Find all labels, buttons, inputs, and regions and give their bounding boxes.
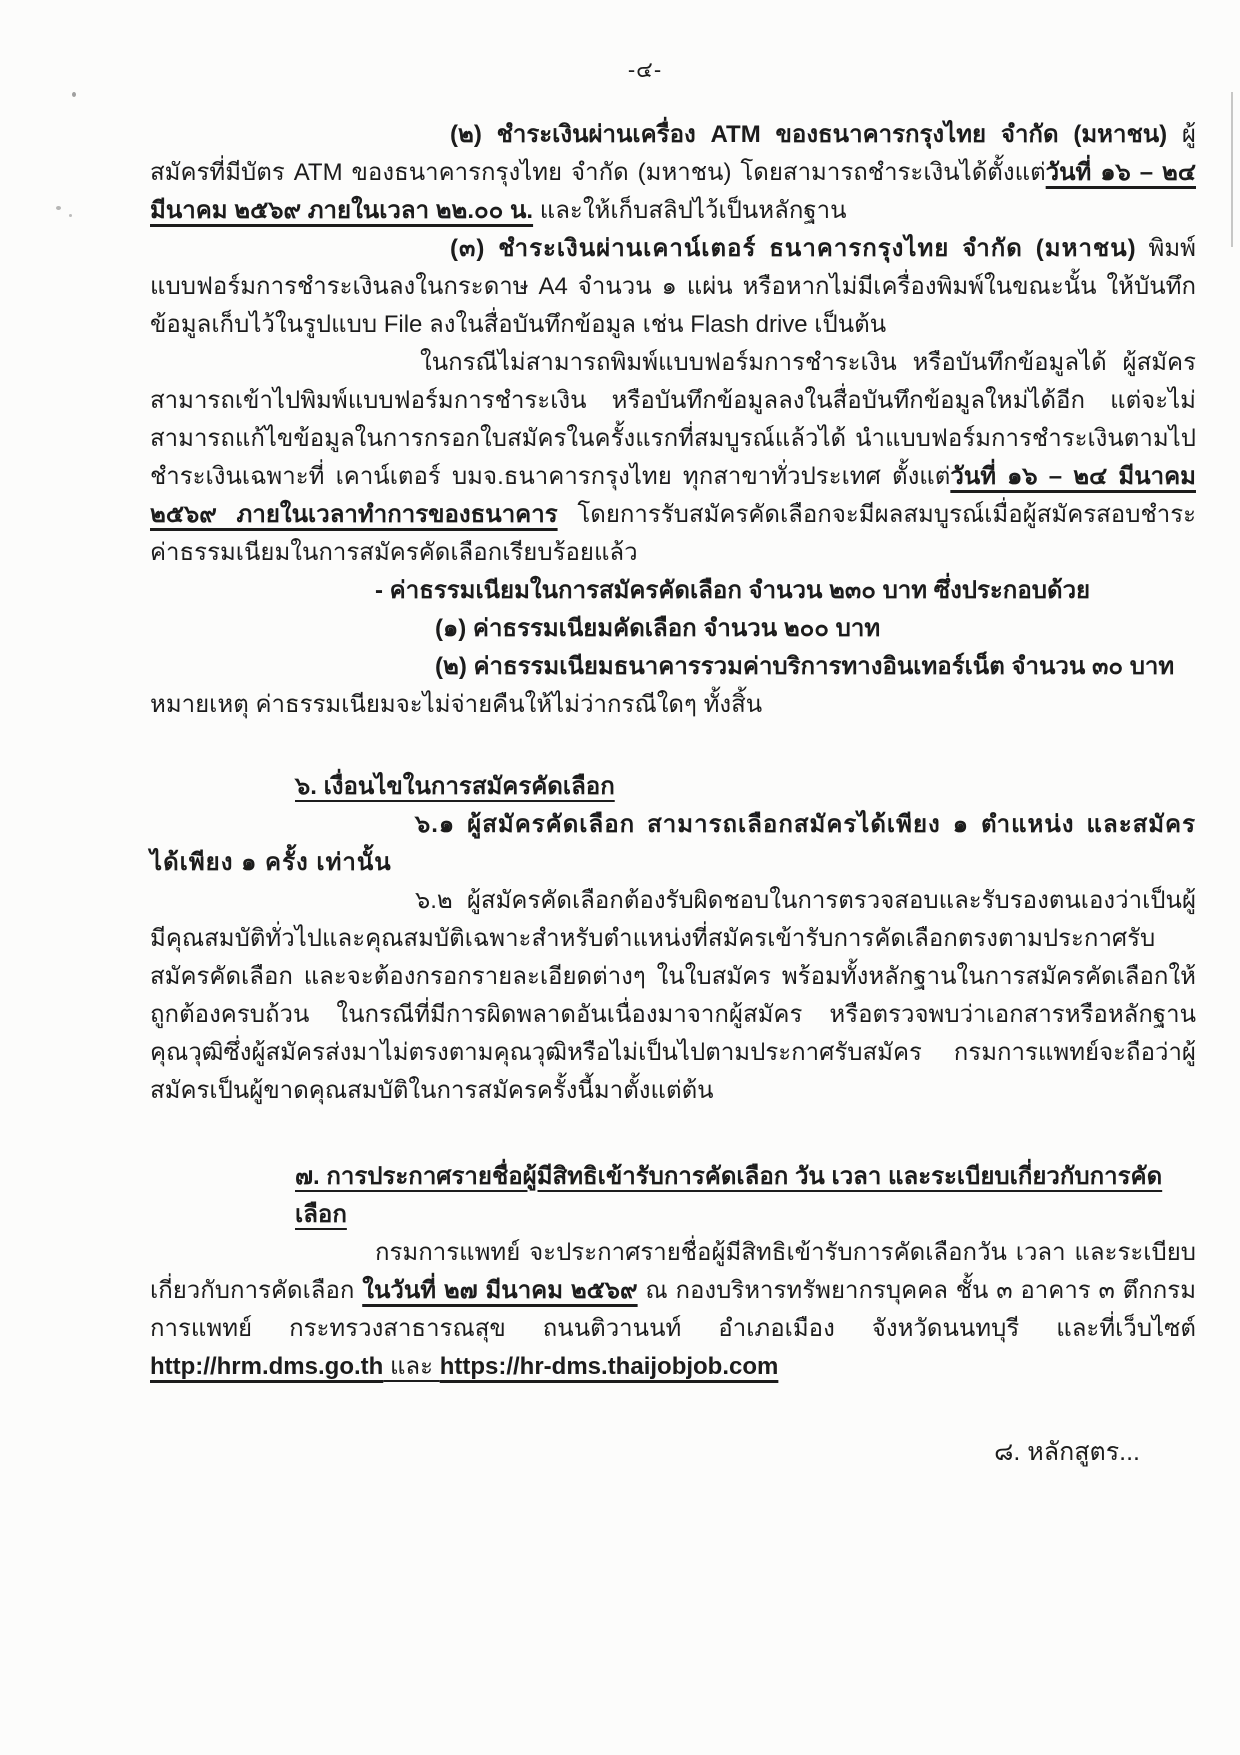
para-counter-payment — [150, 230, 1196, 344]
section-7-title: ๗. การประกาศรายชื่อผู้มีสิทธิเข้ารับการคัดเลือก วัน เวลา และระเบียบเกี่ยวกับการคัดเลือก — [295, 1163, 1163, 1228]
scan-speck — [72, 92, 76, 97]
para-atm-payment — [150, 116, 1196, 230]
para-reprint-note — [150, 344, 1196, 572]
atm-payment-tail: และให้เก็บสลิปไว้เป็นหลักฐาน — [533, 197, 847, 224]
counter-payment-text: พิมพ์แบบฟอร์มการชำระเงินลงในกระดาษ A4 จำนวน ๑ แผ่น หรือหากไม่มีเครื่องพิมพ์ในขณะนั้น ให้บันทึกข้อมูลเก็บไว้ในรูปแบบ File ลงในสื่อบันทึกข้อมูล เช่น Flash drive เป็นต้น — [150, 235, 1196, 338]
document-body — [150, 116, 1196, 1386]
scan-edge-artifact — [1231, 92, 1233, 247]
reprint-note-tail: โดยการรับสมัครคัดเลือกจะมีผลสมบูรณ์เมื่อผู้สมัครสอบชำระค่าธรรมเนียมในการสมัครคัดเลือกเรียบร้อยแล้ว — [150, 501, 1196, 566]
para-announcement — [150, 1234, 1196, 1386]
counter-payment-head: (๓) ชำระเงินผ่านเคาน์เตอร์ ธนาคารกรุงไทย จำกัด (มหาชน) — [450, 235, 1137, 262]
announcement-date: ในวันที่ ๒๗ มีนาคม ๒๕๖๙ — [362, 1277, 638, 1304]
fee-item-1: (๑) ค่าธรรมเนียมคัดเลือก จำนวน ๒๐๐ บาท — [435, 615, 881, 642]
scan-speck — [56, 206, 61, 210]
item-6-2: ๖.๒ ผู้สมัครคัดเลือกต้องรับผิดชอบในการตรวจสอบและรับรองตนเองว่าเป็นผู้มีคุณสมบัติทั่วไปและคุณสมบัติเฉพาะสำหรับตำแหน่งที่สมัครเข้ารับการคัดเลือกตรงตามประกาศรับสมัครคัดเลือก และจะต้องกรอกรายละเอียดต่างๆ ในใบสมัคร พร้อมทั้งหลักฐานในการสมัครคัดเลือกให้ถูกต้องครบถ้วน ในกรณีที่มีการผิดพลาดอันเนื่องมาจากผู้สมัคร หรือตรวจพบว่าเอกสารหรือหลักฐานคุณวุฒิซึ่งผู้สมัครส่งมาไม่ตรงตามคุณวุฒิหรือไม่เป็นไปตามประกาศรับสมัคร กรมการแพทย์จะถือว่าผู้สมัครเป็นผู้ขาดคุณสมบัติในการสมัครครั้งนี้มาตั้งแต่ต้น — [150, 887, 1196, 1104]
announcement-lead: กรมการแพทย์ จะประกาศรายชื่อผู้มีสิทธิเข้ารับการคัดเลือกวัน เวลา และระเบียบเกี่ยวกับการคัดเลือก — [150, 1239, 1196, 1304]
atm-payment-deadline: วันที่ ๑๖ – ๒๔ มีนาคม ๒๕๖๙ ภายในเวลา ๒๒.๐๐ น. — [150, 159, 1196, 224]
fee-item-2: (๒) ค่าธรรมเนียมธนาคารรวมค่าบริการทางอินเทอร์เน็ต จำนวน ๓๐ บาท — [435, 653, 1175, 680]
page-number: -๔- — [627, 57, 663, 82]
section-6-title: ๖. เงื่อนไขในการสมัครคัดเลือก — [295, 773, 615, 800]
scan-speck — [69, 214, 72, 217]
atm-payment-head: (๒) ชำระเงินผ่านเครื่อง ATM ของธนาคารกรุงไทย จำกัด (มหาชน) — [450, 121, 1168, 148]
fee-summary-line: - ค่าธรรมเนียมในการสมัครคัดเลือก จำนวน ๒๓๐ บาท ซึ่งประกอบด้วย — [375, 577, 1091, 604]
atm-payment-text: ผู้สมัครที่มีบัตร ATM ของธนาคารกรุงไทย จำกัด (มหาชน) โดยสามารถชำระเงินได้ตั้งแต่ — [150, 121, 1196, 186]
fee-note: หมายเหตุ ค่าธรรมเนียมจะไม่จ่ายคืนให้ไม่ว่ากรณีใดๆ ทั้งสิ้น — [150, 691, 763, 718]
website-url-hrm-dms: http://hrm.dms.go.th — [150, 1353, 384, 1380]
item-6-1: ๖.๑ ผู้สมัครคัดเลือก สามารถเลือกสมัครได้เพียง ๑ ตำแหน่ง และสมัครได้เพียง ๑ ครั้ง เท่านั้น — [150, 811, 1196, 876]
website-url-thaijobjob: https://hr-dms.thaijobjob.com — [439, 1353, 779, 1380]
counter-payment-deadline: วันที่ ๑๖ – ๒๔ มีนาคม ๒๕๖๙ ภายในเวลาทำการของธนาคาร — [150, 463, 1196, 528]
and-connector: และ — [383, 1353, 440, 1380]
continuation-note: ๘. หลักสูตร... — [994, 1438, 1140, 1466]
announcement-location: ณ กองบริหารทรัพยากรบุคคล ชั้น ๓ อาคาร ๓ ตึกกรมการแพทย์ กระทรวงสาธารณสุข ถนนติวานนท์ อำเภอเมือง จังหวัดนนทบุรี และที่เว็บไซต์ — [150, 1277, 1197, 1342]
reprint-note-text: ในกรณีไม่สามารถพิมพ์แบบฟอร์มการชำระเงิน หรือบันทึกข้อมูลได้ ผู้สมัครสามารถเข้าไปพิมพ์แบบฟอร์มการชำระเงิน หรือบันทึกข้อมูลลงในสื่อบันทึกข้อมูลใหม่ได้อีก แต่จะไม่สามารถแก้ไขข้อมูลในการกรอกใบสมัครในครั้งแรกที่สมบูรณ์แล้วได้ นำแบบฟอร์มการชำระเงินตามไปชำระเงินเฉพาะที่ เคาน์เตอร์ บมจ.ธนาคารกรุงไทย ทุกสาขาทั่วประเทศ ตั้งแต่ — [150, 349, 1196, 490]
